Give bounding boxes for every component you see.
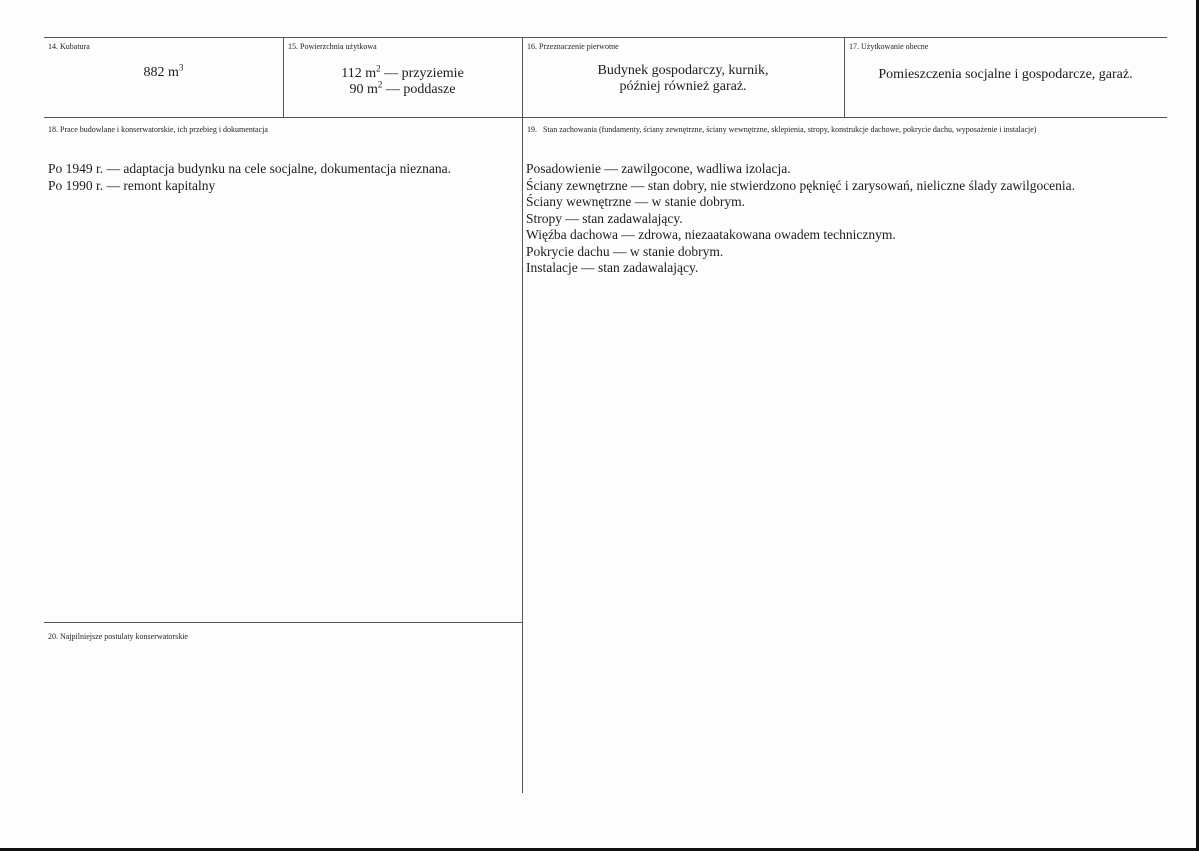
col-divider-main bbox=[522, 37, 523, 793]
purpose-line-1: Budynek gospodarczy, kurnik, bbox=[597, 63, 769, 78]
area-1-sup: 2 bbox=[376, 63, 381, 74]
condition-line-5: Więźba dachowa — zdrowa, niezaatakowana owadem technicznym. bbox=[526, 227, 896, 242]
field-18-label: 18. Prace budowlane i konserwatorskie, ich przebieg i dokumentacja bbox=[48, 125, 268, 134]
field-14-label: 14. Kubatura bbox=[48, 42, 90, 51]
kubatura-sup: 3 bbox=[178, 62, 184, 73]
condition-line-4: Stropy — stan zadawalający. bbox=[526, 210, 683, 226]
field20-top-line bbox=[44, 622, 522, 623]
area-line-2 bbox=[283, 79, 522, 98]
area-1-text: — przyziemie bbox=[380, 66, 464, 81]
kubatura-number: 882 m bbox=[143, 65, 179, 80]
condition-line-1: Posadowienie — zawilgocone, wadliwa izolacja. bbox=[526, 161, 791, 176]
condition-line-6: Pokrycie dachu — w stanie dobrym. bbox=[526, 243, 724, 259]
condition-line-2: Ściany zewnętrzne — stan dobry, nie stwierdzono pęknięć i zarysowań, nieliczne ślady zawilgocenia. bbox=[526, 177, 1076, 193]
area-2-number: 90 m bbox=[349, 82, 378, 97]
top-border-line bbox=[44, 37, 1167, 38]
condition-line-7: Instalacje — stan zadawalający. bbox=[526, 260, 699, 275]
row1-bottom-line bbox=[44, 117, 1167, 118]
field-16-value bbox=[522, 63, 844, 95]
field-14-value bbox=[44, 62, 283, 81]
field-19-label: 19. Stan zachowania (fundamenty, ściany zewnętrzne, ściany wewnętrzne, sklepienia, stropy, konstrukcje dachowe, pokrycie dachu, wyposażenie i instalacje) bbox=[527, 125, 1037, 134]
field-18-text bbox=[48, 161, 451, 194]
condition-line-3: Ściany wewnętrzne — w stanie dobrym. bbox=[526, 194, 745, 209]
field-20-label: 20. Najpilniejsze postulaty konserwatorskie bbox=[48, 632, 188, 641]
field-15-value bbox=[283, 63, 522, 98]
field-17-value: Pomieszczenia socjalne i gospodarcze, garaż. bbox=[878, 67, 1133, 82]
area-2-text: — poddasze bbox=[382, 82, 456, 97]
field-15-label: 15. Powierzchnia użytkowa bbox=[288, 42, 377, 51]
area-2-sup: 2 bbox=[377, 79, 383, 90]
field-17-label: 17. Użytkowanie obecne bbox=[849, 42, 929, 51]
field-16-label: 16. Przeznaczenie pierwotne bbox=[527, 42, 619, 51]
works-line-2: Po 1990 r. — remont kapitalny bbox=[48, 177, 216, 193]
field-19-text bbox=[526, 161, 1075, 277]
works-line-1: Po 1949 r. — adaptacja budynku na cele socjalne, dokumentacja nieznana. bbox=[48, 161, 451, 176]
area-1-number: 112 m bbox=[341, 66, 377, 81]
area-line-1 bbox=[283, 63, 522, 82]
purpose-line-2: później również garaż. bbox=[619, 79, 747, 94]
